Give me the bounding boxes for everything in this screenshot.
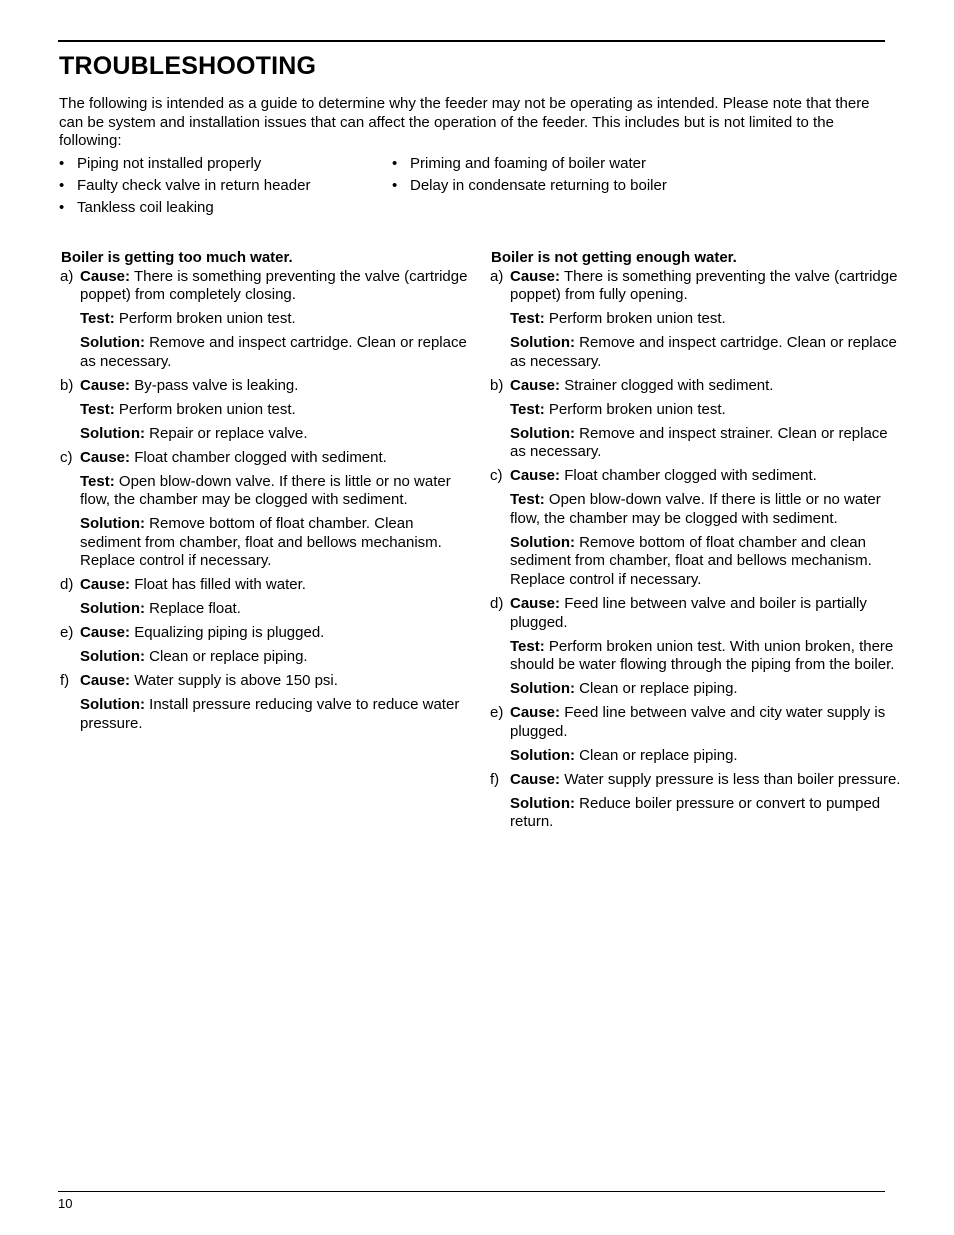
solution-label: Solution: [510, 680, 575, 698]
test-label: Test: [510, 637, 545, 655]
solution-text: Remove and inspect cartridge. Clean or replace as necessary. [80, 334, 467, 370]
cause-item [60, 624, 470, 667]
solution-text: Replace float. [149, 600, 241, 618]
solution-line [510, 534, 902, 590]
item-marker: b) [60, 376, 74, 394]
test-text: Perform broken union test. [548, 400, 726, 418]
solution-text: Remove and inspect strainer. Clean or replace as necessary. [510, 424, 888, 461]
item-marker: b) [490, 376, 504, 394]
cause-line [510, 377, 902, 396]
section-too-much-water [60, 249, 470, 739]
cause-label: Cause: [80, 576, 131, 594]
intro-paragraph: The following is intended as a guide to determine why the feeder may not be operating as intended. Please note that there can be system and installation issues that can affect the operation of the feeder. This includes but is not limited to the following: [59, 95, 870, 149]
test-line [510, 401, 902, 420]
solution-text: Repair or replace valve. [149, 424, 308, 442]
solution-text: Reduce boiler pressure or convert to pumped return. [510, 794, 881, 831]
solution-label: Solution: [510, 794, 575, 812]
item-marker: e) [60, 624, 74, 642]
solution-label: Solution: [80, 424, 145, 442]
bullet-list-right [392, 154, 667, 198]
cause-line [80, 672, 470, 691]
cause-text: Strainer clogged with sediment. [564, 376, 774, 394]
cause-item [60, 377, 470, 444]
cause-list [490, 268, 902, 832]
cause-text: There is something preventing the valve (cartridge poppet) from completely closing. [80, 267, 468, 304]
cause-text: Float has filled with water. [134, 576, 306, 594]
page-title: TROUBLESHOOTING [59, 52, 317, 80]
solution-label: Solution: [510, 334, 575, 352]
solution-label: Solution: [80, 334, 145, 352]
cause-line [510, 771, 902, 790]
cause-line [80, 377, 470, 396]
solution-label: Solution: [80, 515, 145, 533]
cause-label: Cause: [80, 672, 131, 690]
cause-label: Cause: [510, 267, 561, 285]
item-marker: c) [490, 467, 503, 485]
test-label: Test: [510, 400, 545, 418]
solution-line [80, 515, 470, 571]
test-text: Open blow-down valve. If there is little or no water flow, the chamber may be clogged with sediment. [80, 472, 451, 509]
cause-label: Cause: [510, 704, 561, 722]
bullet-item: • Faulty check valve in return header [59, 176, 310, 198]
cause-label: Cause: [80, 267, 131, 285]
cause-label: Cause: [510, 595, 561, 613]
solution-label: Solution: [510, 533, 575, 551]
item-marker: d) [490, 595, 504, 613]
cause-text: By-pass valve is leaking. [134, 376, 299, 394]
cause-line [510, 467, 902, 486]
solution-label: Solution: [510, 424, 575, 442]
cause-line [80, 268, 470, 305]
cause-item [60, 268, 470, 372]
test-text: Perform broken union test. [118, 310, 296, 328]
cause-item [490, 377, 902, 462]
cause-label: Cause: [80, 624, 131, 642]
solution-label: Solution: [80, 696, 145, 714]
test-line [80, 310, 470, 329]
test-label: Test: [80, 400, 115, 418]
section-heading: Boiler is getting too much water. [61, 249, 293, 266]
solution-line [510, 747, 902, 766]
test-label: Test: [510, 491, 545, 509]
cause-line [510, 595, 902, 632]
cause-item [60, 576, 470, 619]
solution-text: Install pressure reducing valve to reduce water pressure. [80, 696, 460, 732]
cause-text: There is something preventing the valve (cartridge poppet) from fully opening. [510, 267, 898, 304]
cause-line [80, 624, 470, 643]
test-label: Test: [510, 310, 545, 328]
cause-label: Cause: [510, 376, 561, 394]
cause-item [60, 672, 470, 733]
cause-item [490, 268, 902, 372]
cause-item [490, 771, 902, 832]
solution-line [80, 425, 470, 444]
test-text: Perform broken union test. [548, 310, 726, 328]
test-line [80, 401, 470, 420]
cause-item [490, 595, 902, 699]
solution-line [510, 334, 902, 371]
cause-item [490, 467, 902, 589]
cause-line [80, 449, 470, 468]
solution-line [510, 680, 902, 699]
bottom-rule [58, 1191, 885, 1192]
cause-line [510, 268, 902, 305]
test-line [80, 473, 470, 510]
item-marker: e) [490, 704, 504, 722]
test-line [510, 310, 902, 329]
item-marker: a) [60, 267, 74, 285]
cause-list [60, 268, 470, 734]
cause-label: Cause: [80, 448, 131, 466]
bullet-item: • Tankless coil leaking [59, 198, 310, 220]
test-label: Test: [80, 310, 115, 328]
solution-text: Clean or replace piping. [579, 680, 738, 698]
bullet-list-left [59, 154, 310, 220]
cause-line [510, 704, 902, 741]
solution-text: Clean or replace piping. [579, 746, 738, 764]
cause-label: Cause: [510, 770, 561, 788]
item-marker: a) [490, 267, 504, 285]
cause-text: Equalizing piping is plugged. [134, 624, 325, 642]
cause-text: Float chamber clogged with sediment. [564, 467, 817, 485]
solution-line [80, 648, 470, 667]
cause-text: Water supply is above 150 psi. [134, 672, 338, 690]
test-label: Test: [80, 472, 115, 490]
test-line [510, 491, 902, 528]
solution-label: Solution: [80, 648, 145, 666]
page-number: 10 [58, 1196, 73, 1211]
cause-item [490, 704, 902, 765]
item-marker: f) [490, 770, 500, 788]
top-rule [58, 40, 885, 42]
item-marker: d) [60, 576, 74, 594]
test-text: Open blow-down valve. If there is little or no water flow, the chamber may be clogged with sediment. [510, 491, 881, 527]
solution-label: Solution: [510, 746, 575, 764]
section-not-enough-water [490, 249, 902, 837]
item-marker: f) [60, 672, 70, 690]
cause-label: Cause: [80, 376, 131, 394]
solution-line [80, 696, 470, 733]
solution-text: Clean or replace piping. [149, 648, 308, 666]
solution-text: Remove bottom of float chamber and clean sediment from chamber, float and bellows mechanism. Replace control if necessary. [510, 533, 872, 589]
solution-text: Remove bottom of float chamber. Clean sediment from chamber, float and bellows mechanism. Replace control if necessary. [80, 515, 442, 570]
bullet-item: • Delay in condensate returning to boiler [392, 176, 667, 198]
cause-text: Water supply pressure is less than boiler pressure. [564, 770, 901, 788]
cause-text: Feed line between valve and boiler is partially plugged. [510, 595, 867, 631]
solution-label: Solution: [80, 600, 145, 618]
solution-line [80, 334, 470, 371]
cause-text: Feed line between valve and city water supply is plugged. [510, 704, 886, 740]
bullet-item: • Priming and foaming of boiler water [392, 154, 667, 176]
solution-text: Remove and inspect cartridge. Clean or replace as necessary. [510, 334, 897, 370]
bullet-item: • Piping not installed properly [59, 154, 310, 176]
section-heading: Boiler is not getting enough water. [491, 249, 737, 266]
solution-line [510, 425, 902, 462]
cause-line [80, 576, 470, 595]
cause-label: Cause: [510, 467, 561, 485]
solution-line [80, 600, 470, 619]
solution-line [510, 795, 902, 832]
test-line [510, 638, 902, 675]
item-marker: c) [60, 448, 73, 466]
test-text: Perform broken union test. [118, 400, 296, 418]
test-text: Perform broken union test. With union broken, there should be water flowing through the piping from the boiler. [510, 637, 895, 674]
cause-text: Float chamber clogged with sediment. [134, 448, 387, 466]
cause-item [60, 449, 470, 571]
